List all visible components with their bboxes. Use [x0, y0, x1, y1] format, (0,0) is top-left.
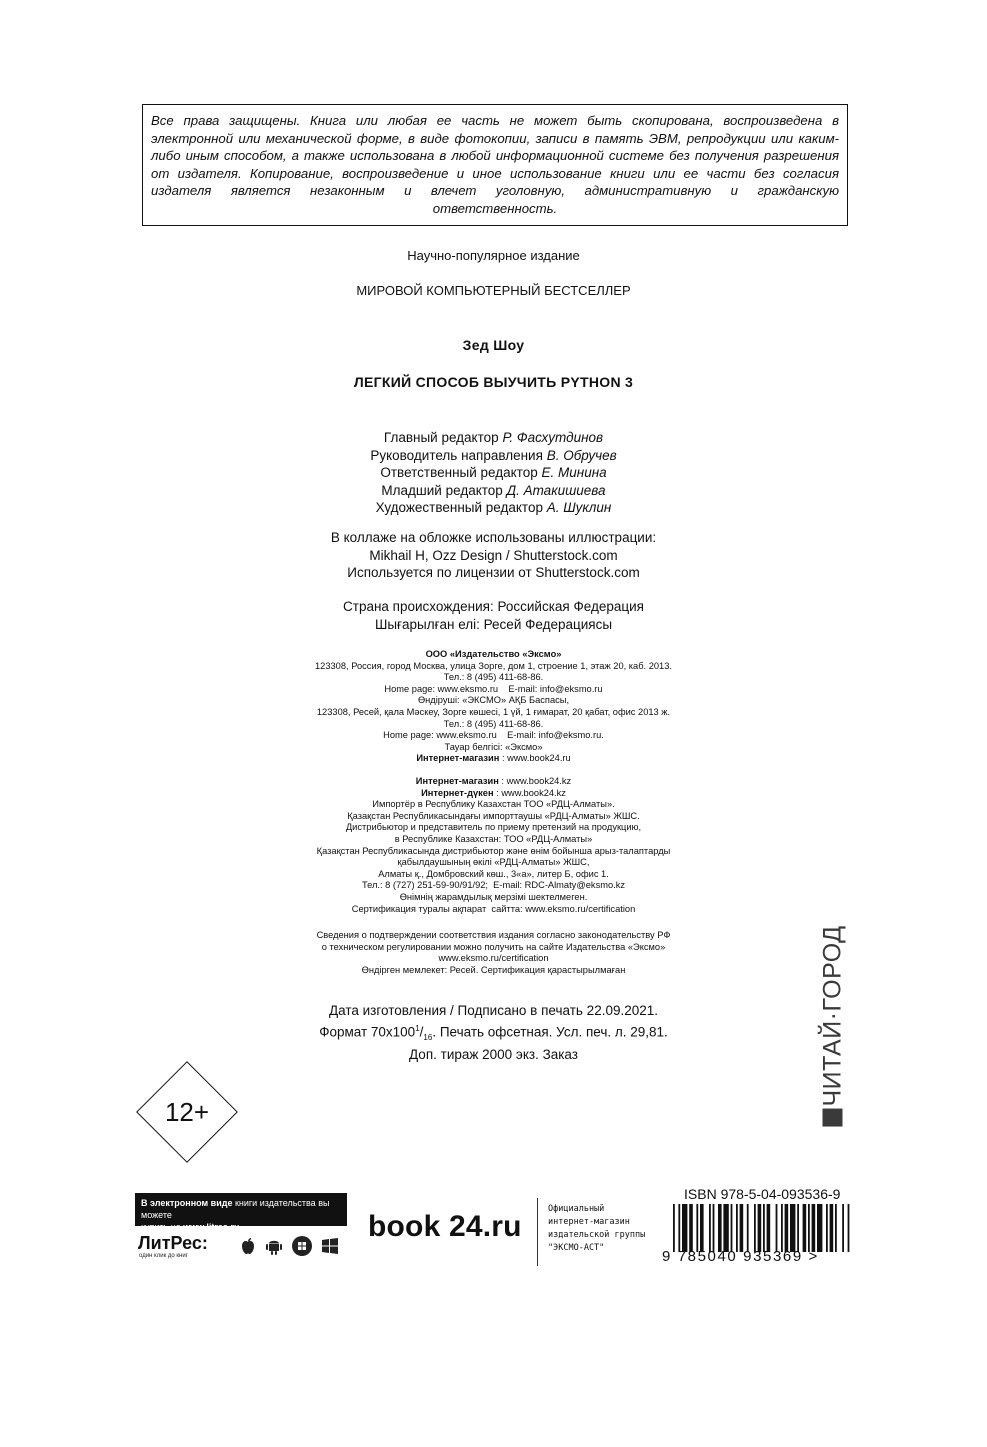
barcode-bar: [781, 1204, 783, 1252]
cover-credit-line: Mikhail H, Ozz Design / Shutterstock.com: [369, 547, 618, 563]
imprint-line: Импортёр в Республику Казахстан ТОО «РДЦ-Алматы».: [372, 799, 615, 810]
imprint-shop-line: Интернет-магазин : www.book24.ru: [416, 753, 571, 764]
windows-phone-icon: [292, 1236, 312, 1256]
barcode-bar: [700, 1204, 704, 1252]
credit-line: Ответственный редактор Е. Минина: [380, 465, 607, 480]
credit-line: Руководитель направления В. Обручев: [370, 447, 617, 463]
imprint-line: www.eksmo.ru/certification: [438, 953, 549, 964]
barcode: [673, 1204, 853, 1252]
android-icon: [264, 1236, 284, 1256]
imprint-line: Алматы қ., Домбровский көш., 3«а», литер Б, офис 1.: [378, 868, 609, 879]
barcode-bar: [673, 1204, 675, 1252]
book24-description: Официальный интернет-магазин издательской группы "ЭКСМО-АСТ": [548, 1204, 646, 1253]
barcode-bar: [682, 1204, 687, 1252]
editorial-credits: [0, 429, 987, 517]
litres-banner: В электронном виде книги издательства вы можете купить на www.litres.ru: [135, 1193, 347, 1226]
chitai-gorod-logo: [808, 906, 858, 1146]
barcode-bar: [803, 1204, 807, 1252]
barcode-bar: [696, 1204, 698, 1252]
chitai-gorod-text: ЧИТАЙ·ГОРОД: [818, 925, 847, 1107]
print-format: Формат $70x100^1/_{16}$. Печать офсетная. Усл. печ. л. 29,81.: [319, 1023, 668, 1042]
imprint-line: Өнімнің жарамдылық мерзімі шектелмеген.: [399, 891, 588, 902]
litres-tagline: один клик до книг: [139, 1253, 188, 1259]
barcode-bar: [689, 1204, 693, 1252]
publisher-imprint: [0, 649, 987, 765]
imprint-line: о техническом регулировании можно получить на сайте Издательства «Эксмо»: [321, 941, 666, 952]
imprint-line: в Республике Казахстан: ТОО «РДЦ-Алматы»: [394, 833, 593, 844]
barcode-bar: [709, 1204, 711, 1252]
barcode-bar: [812, 1204, 816, 1252]
barcode-bar: [790, 1204, 795, 1252]
barcode-bar: [747, 1204, 749, 1252]
imprint-line: Қазақстан Республикасында дистрибьютор және өнім бойынша арыз-талаптарды: [316, 845, 671, 856]
barcode-bar: [776, 1204, 778, 1252]
barcode-bar: [678, 1204, 680, 1252]
barcode-bar: [842, 1204, 844, 1252]
imprint-line: Қазақстан Республикасындағы импорттаушы «РДЦ-Алматы» ЖШС.: [347, 810, 640, 821]
credit-line: Главный редактор Р. Фасхутдинов: [383, 430, 604, 445]
origin-info: [0, 598, 987, 633]
barcode-bar: [713, 1204, 715, 1252]
imprint-line: Өндіруші: «ЭКСМО» АҚБ Баспасы,: [417, 695, 570, 706]
barcode-bar: [740, 1204, 744, 1252]
barcode-bar: [817, 1204, 822, 1252]
credit-line: Младший редактор Д. Атакишиева: [381, 482, 606, 498]
imprint-line: Тел.: 8 (495) 411-68-86.: [443, 672, 544, 683]
book-title: ЛЕГКИЙ СПОСОБ ВЫУЧИТЬ PYTHON 3: [353, 374, 634, 390]
barcode-bar: [754, 1204, 756, 1252]
barcode-bar: [830, 1204, 834, 1252]
barcode-bar: [763, 1204, 765, 1252]
book24-divider: [537, 1198, 538, 1266]
isbn-number: ISBN 978-5-04-093536-9: [684, 1186, 841, 1202]
age-rating-text: 12+: [164, 1097, 210, 1127]
cover-credits: [0, 529, 987, 582]
barcode-bar: [736, 1204, 738, 1252]
publisher-name: ООО «Издательство «Эксмо»: [425, 649, 562, 659]
imprint-line: Сертификация туралы ақпарат сайтта: www.eksmo.ru/certification: [351, 903, 636, 914]
copyright-text: Все права защищены. Книга или любая ее часть не может быть скопирована, воспроизведена в электронной или механической форме, в виде фотокопии, записи в память ЭВМ, репродукции или каким-либо иным способом, а также использована в любой информационной системе без получения разрешения от издателя. Копирование, воспроизведение и иное использование книги или ее части без согласия издателя является незаконным и влечет уголовную, административную и гражданскую ответственность.: [151, 113, 839, 216]
imprint-line: Өндірген мемлекет: Ресей. Сертификация қарастырылмаған: [361, 964, 626, 975]
windows-icon: [320, 1236, 340, 1256]
print-run: Доп. тираж 2000 экз. Заказ: [409, 1047, 578, 1063]
litres-logo: ЛитРес:: [138, 1233, 208, 1253]
imprint-line: Дистрибьютор и представитель по приему претензий на продукцию,: [345, 822, 642, 833]
platform-icons: [238, 1236, 348, 1258]
barcode-bar: [797, 1204, 799, 1252]
barcode-bar: [835, 1204, 837, 1252]
imprint-line: Тел.: 8 (495) 411-68-86.: [443, 718, 544, 729]
print-date: Дата изготовления / Подписано в печать 22.09.2021.: [329, 1003, 658, 1018]
book24-logo: book 24.ru: [368, 1210, 522, 1243]
imprint-duken-line: Интернет-дүкен : www.book24.kz: [421, 787, 566, 798]
imprint-line: 123308, Ресей, қала Мәскеу, Зорге көшесі, 1 үй, 1 ғимарат, 20 қабат, офис 2013 ж.: [316, 706, 671, 717]
cover-credit-line: В коллаже на обложке использованы иллюстрации:: [330, 530, 657, 545]
barcode-bar: [723, 1204, 728, 1252]
copyright-notice: [142, 104, 848, 226]
imprint-line: Тауар белгісі: «Эксмо»: [444, 741, 543, 752]
imprint-line: қабылдаушының өкілі «РДЦ-Алматы» ЖШС,: [397, 857, 590, 868]
barcode-bar: [731, 1204, 733, 1252]
author-name: Зед Шоу: [462, 337, 525, 353]
origin-line: Страна происхождения: Российская Федерация: [343, 599, 644, 614]
barcode-bar: [808, 1204, 810, 1252]
imprint-line: Home page: www.eksmo.ru E-mail: info@eksmo.ru.: [383, 730, 604, 741]
barcode-bar: [826, 1204, 828, 1252]
age-rating-badge: [136, 1061, 238, 1163]
barcode-bar: [718, 1204, 722, 1252]
edition-type: Научно-популярное издание: [407, 248, 580, 263]
imprint-shop-line: Интернет-магазин : www.book24.kz: [415, 776, 572, 786]
barcode-digits: 9 785040 935369 >: [662, 1248, 819, 1265]
imprint-line: 123308, Россия, город Москва, улица Зорге, дом 1, строение 1, этаж 20, каб. 2013.: [315, 660, 672, 671]
imprint-line: Тел.: 8 (727) 251-59-90/91/92; E-mail: RDC-Almaty@eksmo.kz: [361, 880, 626, 891]
barcode-bar: [758, 1204, 762, 1252]
cover-credit-line: Используется по лицензии от Shutterstock.com: [347, 565, 640, 580]
barcode-bar: [767, 1204, 771, 1252]
imprint-line: Home page: www.eksmo.ru E-mail: info@eksmo.ru: [384, 683, 603, 694]
barcode-bar: [848, 1204, 850, 1252]
barcode-bar: [785, 1204, 789, 1252]
kazakhstan-imprint: [0, 776, 987, 915]
apple-icon: [238, 1236, 258, 1256]
credit-line: Художественный редактор А. Шуклин: [375, 500, 612, 515]
imprint-line: Сведения о подтверждении соответствия издания согласно законодательству РФ: [316, 930, 671, 940]
origin-line: Шығарылған елі: Ресей Федерациясы: [374, 616, 613, 632]
logo-mark-icon: [823, 1109, 843, 1127]
series-name: МИРОВОЙ КОМПЬЮТЕРНЫЙ БЕСТСЕЛЛЕР: [356, 283, 631, 298]
